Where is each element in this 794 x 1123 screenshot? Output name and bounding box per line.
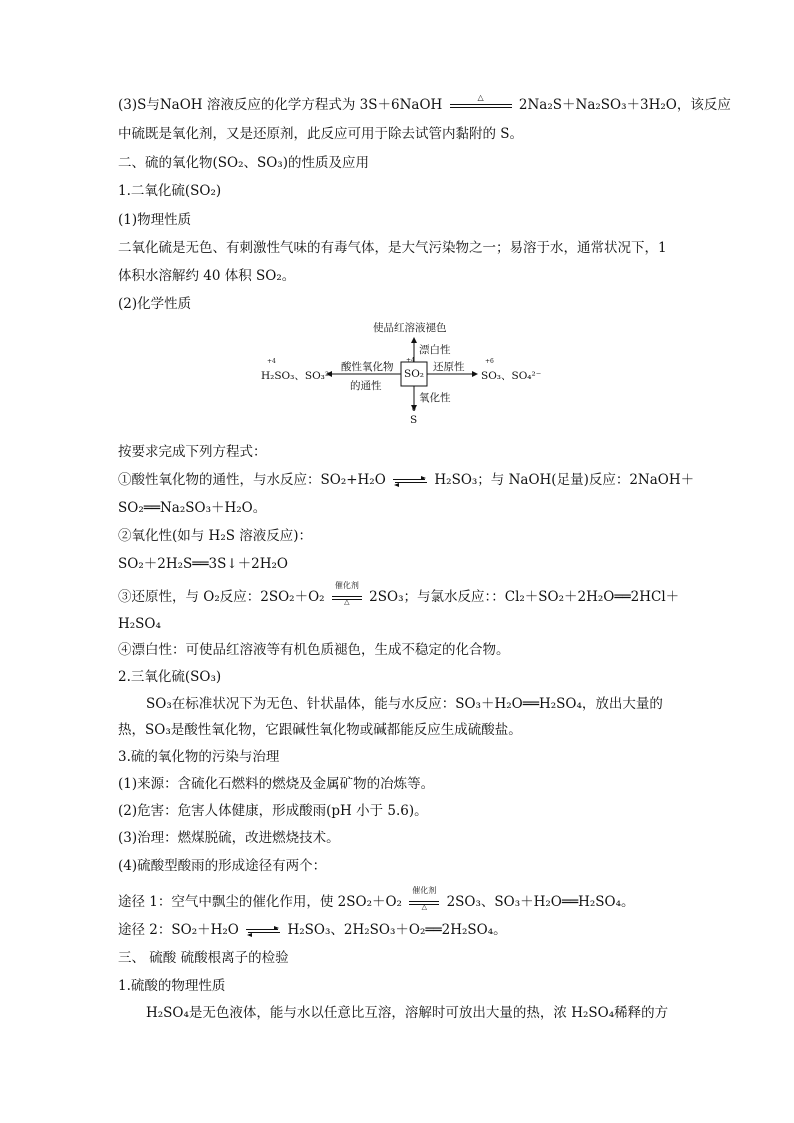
subheading-sulfuric-physical: 1.硫酸的物理性质 (118, 978, 226, 994)
diagram-left-ox: +4 (267, 358, 276, 365)
line-reducing-2: H₂SO₄ (118, 616, 161, 632)
diagram-up-label: 漂白性 (419, 344, 451, 356)
line-so3-1: SO₃在标准状况下为无色、针状晶体，能与水反应：SO₃＋H₂O══H₂SO₄，放出大量的 (146, 696, 663, 712)
line-so3-2: 热，SO₃是酸性氧化物，它跟碱性氧化物或碱都能反应生成硫酸盐。 (118, 722, 522, 738)
heat-equals-sign: △ (450, 104, 512, 108)
catalyst-equals-sign: 催化剂 △ (332, 596, 362, 600)
diagram-bottom-ox: 0 (412, 406, 416, 413)
line-acid-oxide: ①酸性氧化物的通性，与水反应：SO₂+H₂O H₂SO₃；与 NaOH(足量)反应：2NaOH＋ (118, 472, 695, 488)
subheading-so3: 2.三氧化硫(SO₃) (118, 669, 222, 685)
line-oxidizing-eq: SO₂＋2H₂S══3S↓＋2H₂O (118, 556, 288, 572)
diagram-bottom-species: S (410, 414, 418, 426)
line-route-2: 途径 2：SO₂＋H₂O H₂SO₃、2H₂SO₃＋O₂══2H₂SO₄。 (118, 922, 507, 938)
subheading-chemical: (2)化学性质 (118, 296, 192, 312)
line-physical-1: 二氧化硫是无色、有刺激性气味的有毒气体，是大气污染物之一；易溶于水，通常状况下，1 (118, 240, 667, 256)
line-oxidizing: ②氧化性(如与 H₂S 溶液反应)： (118, 528, 313, 544)
section-heading-3: 三、 硫酸 硫酸根离子的检验 (118, 950, 289, 966)
line-physical-2: 体积水溶解约 40 体积 SO₂。 (118, 268, 296, 284)
line-treatment: (3)治理：燃煤脱硫，改进燃烧技术。 (118, 830, 340, 846)
so2-property-diagram (255, 318, 545, 430)
diagram-center-ox: +4 (406, 357, 415, 364)
diagram-left-species: H₂SO₃、SO₃²⁻ (261, 370, 335, 382)
line-acid-rain: (4)硫酸型酸雨的形成途径有两个： (118, 858, 327, 874)
line-1: (3)S与NaOH 溶液反应的化学方程式为 3S＋6NaOH △ 2Na₂S＋Na₂SO₃＋3H₂O，该反应 (118, 92, 731, 113)
diagram-right-ox: +6 (485, 358, 494, 365)
section-heading-2: 二、硫的氧化物(SO₂、SO₃)的性质及应用 (118, 155, 369, 171)
line-sulfuric-1: H₂SO₄是无色液体，能与水以任意比互溶，溶解时可放出大量的热，浓 H₂SO₄稀释的方 (146, 1005, 669, 1021)
diagram-center: SO₂ (404, 368, 425, 380)
line-harm: (2)危害：危害人体健康，形成酸雨(pH 小于 5.6)。 (118, 803, 428, 819)
reversible-arrow (393, 478, 427, 484)
diagram-down-label: 氧化性 (419, 392, 451, 404)
line-reducing: ③还原性，与 O₂反应：2SO₂＋O₂ 催化剂 △ 2SO₃；与氯水反应：：Cl₂＋SO₂＋2H₂O══2HCl＋ (118, 580, 680, 606)
line-2: 中硫既是氧化剂，又是还原剂，此反应可用于除去试管内黏附的 S。 (118, 126, 524, 142)
line-bleaching: ④漂白性：可使品红溶液等有机色质褪色，生成不稳定的化合物。 (118, 642, 510, 658)
line-instruction: 按要求完成下列方程式： (118, 444, 267, 460)
catalyst-equals-sign-2: 催化剂 △ (409, 901, 439, 905)
diagram-left-label-2: 的通性 (350, 380, 382, 392)
diagram-top-label: 使品红溶液褪色 (373, 322, 447, 334)
subheading-so2: 1.二氧化硫(SO₂) (118, 183, 222, 199)
line-source: (1)来源：含硫化石燃料的燃烧及金属矿物的冶炼等。 (118, 776, 435, 792)
subheading-physical: (1)物理性质 (118, 212, 192, 228)
line-acid-oxide-2: SO₂══Na₂SO₃＋H₂O。 (118, 500, 267, 516)
line-route-1: 途径 1：空气中飘尘的催化作用，使 2SO₂＋O₂ 催化剂 △ 2SO₃、SO₃＋H₂O══H₂SO₄。 (118, 885, 635, 911)
diagram-right-label: 还原性 (433, 361, 465, 373)
diagram-left-label-1: 酸性氧化物 (341, 361, 394, 373)
diagram-right-species: SO₃、SO₄²⁻ (481, 370, 542, 382)
subheading-pollution: 3.硫的氧化物的污染与治理 (118, 749, 280, 765)
reversible-arrow-2 (246, 928, 280, 934)
